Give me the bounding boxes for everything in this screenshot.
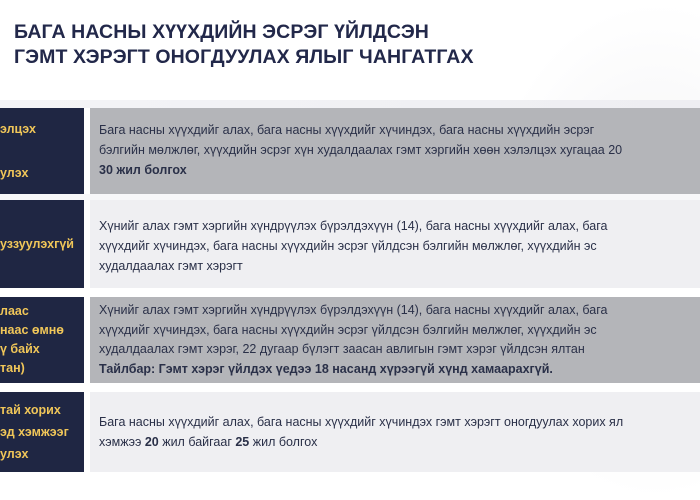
row-label <box>0 200 84 288</box>
row-label-line: улэх <box>0 166 29 180</box>
page-title <box>14 20 574 70</box>
row-label-line: эд хэмжээг <box>0 425 69 439</box>
row-content-line: Хүнийг алах гэмт хэргийн хүндрүүлэх бүрэлдэхүүн (14), бага насны хүүхдийг алах, бага <box>99 303 608 317</box>
row-content <box>90 297 700 383</box>
row-note: Тайлбар: Гэмт хэрэг үйлдэх үедээ 18 насанд хүрээгүй хүнд хамаарахгүй. <box>99 361 553 376</box>
table-row-imprisonment <box>0 392 700 472</box>
row-content-line: хүүхдийг хүчиндэх, бага насны хүүхдийн эсрэг үйлдсэн бэлгийн мөлжлөг, хүүхдийн эс <box>99 239 597 253</box>
row-content-line: хүүхдийг хүчиндэх, бага насны хүүхдийн эсрэг үйлдсэн бэлгийн мөлжлөг, хүүхдийн эс <box>99 322 597 337</box>
row-content-line <box>99 432 700 452</box>
page-title-line-1: БАГА НАСНЫ ХҮҮХДИЙН ЭСРЭГ ҮЙЛДСЭН <box>14 21 429 43</box>
row-label-line: наас өмнө <box>0 323 64 337</box>
table-row-no-release <box>0 200 700 288</box>
table-row-statute-of-limitations <box>0 108 700 194</box>
header-divider-band <box>0 100 700 108</box>
row-label-line: тай хорих <box>0 403 61 417</box>
row-content-line: худалдаалах гэмт хэрэгт <box>99 259 243 273</box>
highlight-number: 20 <box>144 435 159 449</box>
row-content-line: худалдаалах гэмт хэрэг, 22 дугаар бүлэгт заасан авлигын гэмт хэрэг үйлдсэн ялтан <box>99 342 585 356</box>
row-label-line: уззуулэхгүй <box>0 237 74 251</box>
row-gap <box>0 288 700 297</box>
row-content-highlight: 30 жил болгох <box>99 163 187 177</box>
row-gap <box>0 383 700 392</box>
row-content-line: Бага насны хүүхдийг алах, бага насны хүүхдийг хүчиндэх, бага насны хүүхдийн эсрэг <box>99 123 595 137</box>
row-label <box>0 108 84 194</box>
highlight-number: 25 <box>235 435 250 449</box>
row-content-line: Хүнийг алах гэмт хэргийн хүндрүүлэх бүрэлдэхүүн (14), бага насны хүүхдийг алах, бага <box>99 219 608 233</box>
row-label-line: лаас <box>0 304 29 318</box>
row-content <box>90 108 700 194</box>
row-label <box>0 392 84 472</box>
text-segment: хэмжээ <box>99 435 145 449</box>
page-title-line-2: ГЭМТ ХЭРЭГТ ОНОГДУУЛАХ ЯЛЫГ ЧАНГАТГАХ <box>14 46 474 68</box>
row-content <box>90 392 700 472</box>
row-content <box>90 200 700 288</box>
row-label-line: ү байх <box>0 342 40 356</box>
table-row-early-release <box>0 297 700 383</box>
row-label-line: улэх <box>0 447 29 461</box>
row-label <box>0 297 84 383</box>
row-content-line: Бага насны хүүхдийг алах, бага насны хүүхдийг хүчиндэх гэмт хэрэгт оногдуулах хорих ял <box>99 415 624 429</box>
row-label-line: тан) <box>0 361 25 375</box>
row-label-line: элцэх <box>0 122 36 136</box>
row-label-line <box>0 140 80 162</box>
text-segment: жил болгох <box>249 435 318 449</box>
text-segment: жил байгааг <box>158 435 236 449</box>
row-content-line: бэлгийн мөлжлөг, хүүхдийн эсрэг хүн худалдаалах гэмт хэргийн хөөн хэлэлцэх хугацаа 20 <box>99 143 623 157</box>
